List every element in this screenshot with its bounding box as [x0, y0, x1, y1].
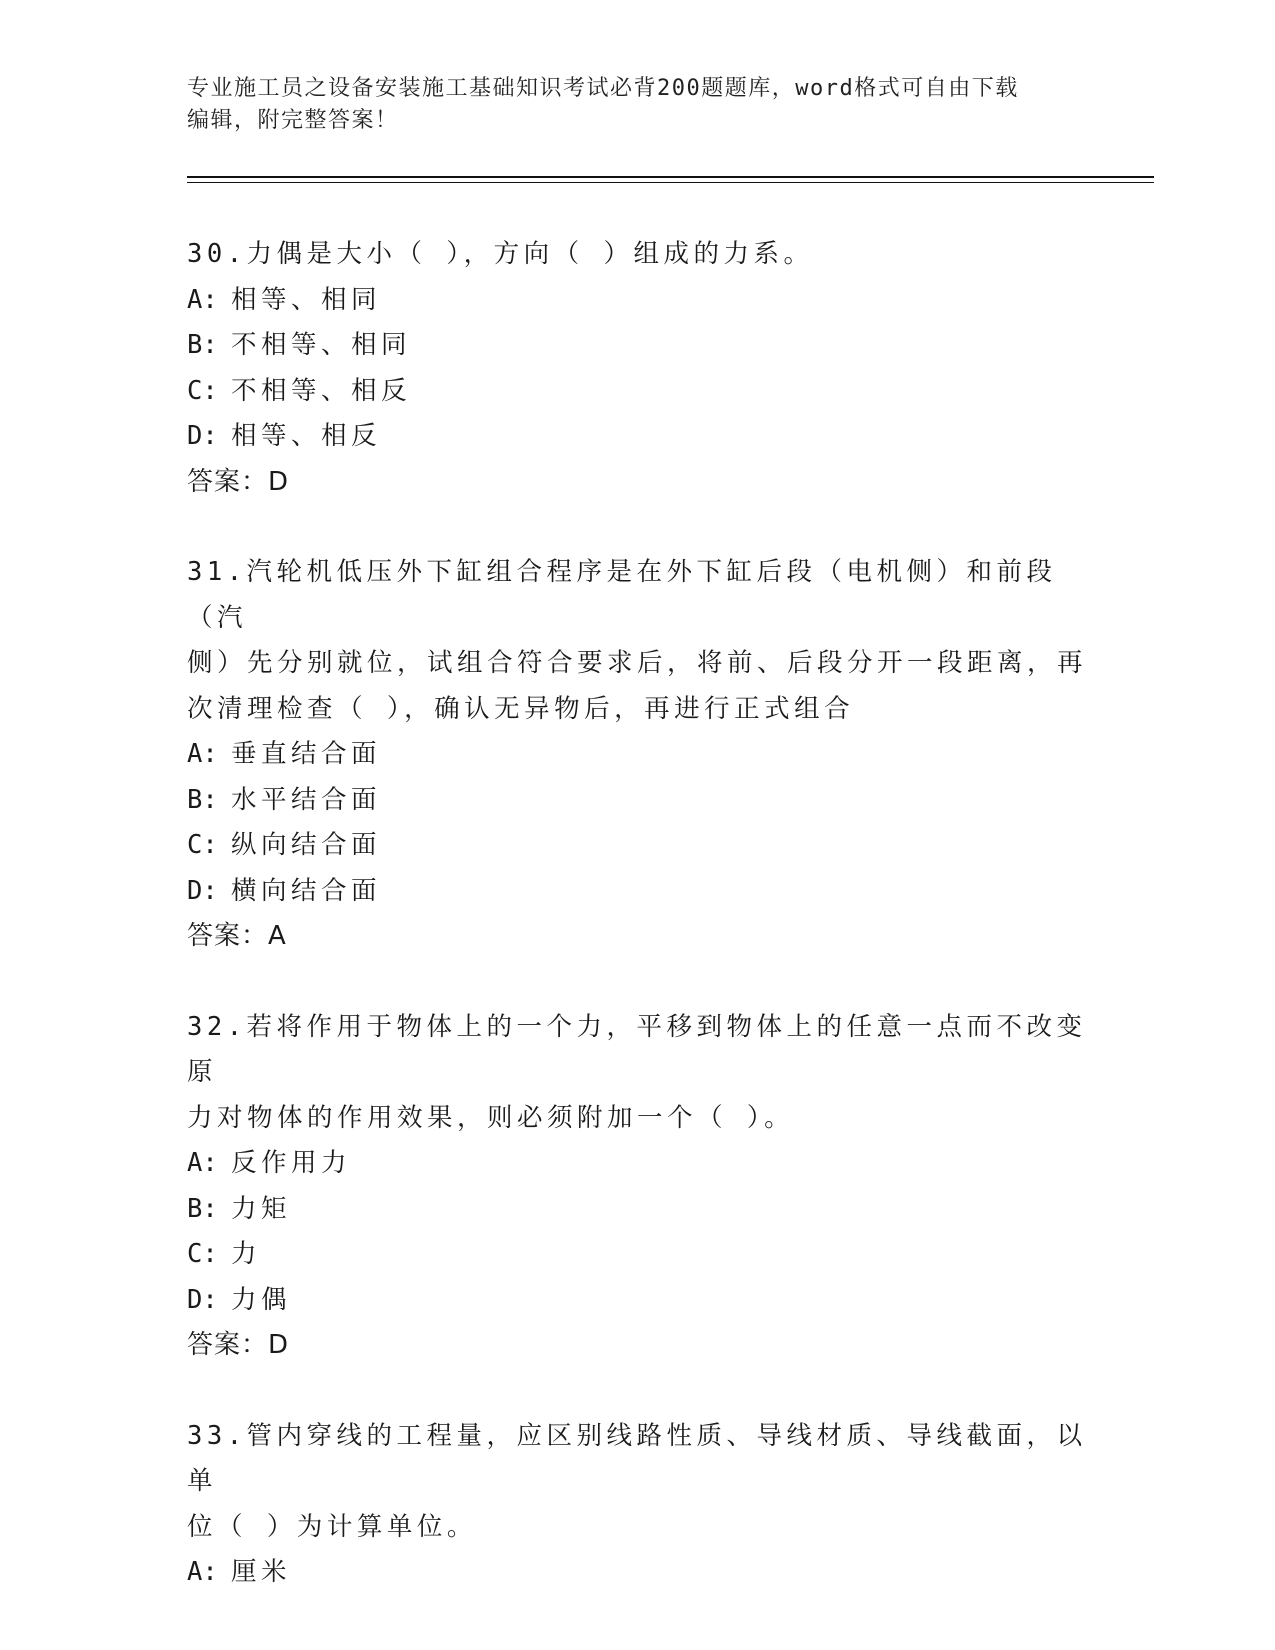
answer: 答案：A: [187, 921, 287, 951]
option-c: [187, 369, 1087, 415]
option-a: [187, 278, 1087, 324]
option-d: [187, 414, 1087, 460]
option-text: 力: [231, 1239, 262, 1269]
question-text: 33.管内穿线的工程量，应区别线路性质、导线材质、导线截面，以单: [187, 1420, 1087, 1496]
option-key: A:: [187, 284, 218, 315]
option-a: [187, 1141, 1087, 1187]
option-text: 厘米: [231, 1557, 292, 1587]
question-text: 30.力偶是大小（ ），方向（ ）组成的力系。: [187, 239, 814, 269]
option-key: A:: [187, 1148, 218, 1178]
option-c: [187, 823, 1087, 869]
option-key: B:: [187, 330, 218, 360]
option-key: D:: [187, 875, 218, 906]
option-b: [187, 323, 1087, 369]
option-d: [187, 869, 1087, 915]
question-31: [187, 550, 1087, 960]
option-key: A:: [187, 739, 218, 769]
option-key: B:: [187, 1193, 218, 1224]
question-32: [187, 1005, 1087, 1369]
option-key: C:: [187, 1239, 218, 1269]
question-text: 次清理检查（ ），确认无异物后，再进行正式组合: [187, 693, 855, 724]
question-text: 侧）先分别就位，试组合符合要求后，将前、后段分开一段距离，再: [187, 648, 1088, 678]
option-text: 纵向结合面: [231, 830, 382, 860]
option-text: 力矩: [231, 1193, 292, 1224]
document-header: [187, 73, 1067, 137]
header-rule-thick: [187, 176, 1154, 178]
header-line-2: 编辑，附完整答案！: [187, 108, 399, 133]
answer: 答案：D: [187, 466, 290, 497]
option-text: 反作用力: [231, 1148, 352, 1178]
answer: 答案：D: [187, 1330, 290, 1360]
option-text: 力偶: [231, 1284, 292, 1315]
option-c: [187, 1232, 1087, 1278]
option-key: B:: [187, 784, 218, 815]
option-text: 不相等、相同: [231, 330, 412, 360]
option-text: 相等、相反: [231, 421, 382, 451]
option-a: [187, 732, 1087, 778]
option-a: [187, 1550, 1087, 1596]
option-key: C:: [187, 375, 218, 406]
option-text: 不相等、相反: [231, 375, 412, 406]
option-b: [187, 1187, 1087, 1233]
question-text: 位（ ）为计算单位。: [187, 1511, 477, 1542]
option-text: 横向结合面: [231, 875, 382, 906]
question-text: 力对物体的作用效果，则必须附加一个（ ）。: [187, 1102, 795, 1133]
header-rule-thin: [187, 182, 1154, 183]
option-d: [187, 1278, 1087, 1324]
option-text: 水平结合面: [231, 784, 382, 815]
option-key: C:: [187, 830, 218, 860]
question-text: 32.若将作用于物体上的一个力，平移到物体上的任意一点而不改变原: [187, 1011, 1087, 1087]
option-key: A:: [187, 1557, 218, 1587]
option-b: [187, 778, 1087, 824]
option-text: 垂直结合面: [231, 739, 382, 769]
question-33: [187, 1414, 1087, 1596]
option-text: 相等、相同: [231, 284, 382, 315]
question-text: 31.汽轮机低压外下缸组合程序是在外下缸后段（电机侧）和前段（汽: [187, 557, 1057, 633]
option-key: D:: [187, 1284, 218, 1315]
option-key: D:: [187, 421, 218, 451]
question-list: [187, 232, 1087, 1641]
question-30: [187, 232, 1087, 505]
header-line-1: 专业施工员之设备安装施工基础知识考试必背200题题库，word格式可自由下载: [187, 76, 1019, 101]
